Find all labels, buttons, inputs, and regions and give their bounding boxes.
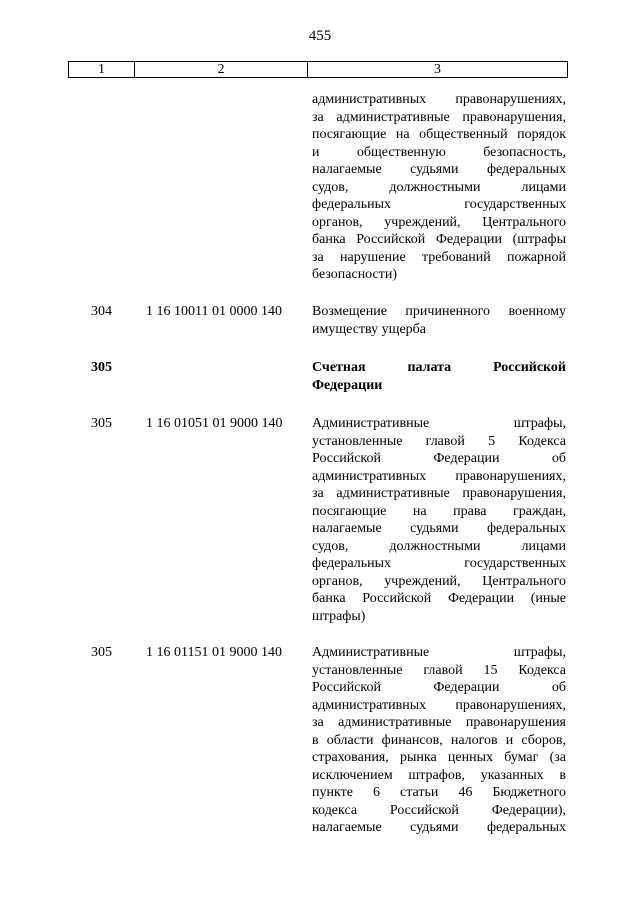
text-line: Федерации	[312, 377, 383, 393]
text-line: Административные штрафы,	[312, 645, 566, 660]
text-line: Административные штрафы,	[312, 416, 566, 431]
text-line: налагаемые судьями федеральных	[312, 521, 566, 536]
text-line: органов, учреждений, Центрального	[312, 573, 566, 589]
text-line: за административные правонарушения,	[312, 109, 566, 125]
budget-code: 1 16 01151 01 9000 140	[146, 645, 282, 660]
text-line: федеральных государственных	[312, 197, 566, 212]
page-number: 455	[308, 28, 332, 44]
budget-code: 1 16 10011 01 0000 140	[146, 304, 282, 319]
row-number: 305	[91, 360, 112, 375]
text-line: органов, учреждений, Центрального	[312, 214, 566, 230]
column-header-3: 3	[308, 62, 568, 78]
text-line: и общественную безопасность,	[312, 144, 566, 160]
row-number: 305	[91, 416, 112, 431]
text-line: Возмещение причиненного военному	[312, 304, 566, 319]
row-description	[312, 359, 566, 394]
text-line: установленные главой 5 Кодекса	[312, 433, 566, 449]
text-line: Российской Федерации об	[312, 451, 566, 466]
text-line: установленные главой 15 Кодекса	[312, 662, 566, 678]
text-line: Российской Федерации об	[312, 680, 566, 695]
text-line: посягающие на общественный порядок	[312, 127, 566, 142]
column-header-table	[68, 61, 568, 78]
text-line: страхования, рынка ценных бумаг (за	[312, 750, 566, 765]
text-line: судов, должностными лицами	[312, 538, 566, 554]
continuation-text	[312, 91, 566, 284]
text-line: имуществу ущерба	[312, 321, 426, 337]
column-header-row	[69, 62, 568, 78]
text-line: безопасности)	[312, 267, 398, 282]
text-line: судов, должностными лицами	[312, 179, 566, 195]
text-line: за нарушение требований пожарной	[312, 249, 566, 265]
text-line: налагаемые судьями федеральных	[312, 162, 566, 177]
row-description	[312, 415, 566, 625]
text-line: посягающие на права граждан,	[312, 503, 566, 519]
text-line: федеральных государственных	[312, 556, 566, 571]
text-line: исключением штрафов, указанных в	[312, 767, 566, 783]
column-header-1: 1	[69, 62, 135, 78]
text-line: административных правонарушениях,	[312, 468, 566, 484]
row-description	[312, 644, 566, 837]
text-line: кодекса Российской Федерации),	[312, 802, 566, 818]
text-line: за административные правонарушения,	[312, 486, 566, 501]
text-line: в области финансов, налогов и сборов,	[312, 732, 566, 748]
row-number: 304	[91, 304, 112, 319]
text-line: пункте 6 статьи 46 Бюджетного	[312, 785, 566, 800]
text-line: административных правонарушениях,	[312, 697, 566, 713]
row-description	[312, 303, 566, 338]
budget-code: 1 16 01051 01 9000 140	[146, 416, 283, 431]
text-line: налагаемые судьями федеральных	[312, 820, 566, 835]
text-line: банка Российской Федерации (иные	[312, 591, 566, 606]
text-line: штрафы)	[312, 608, 366, 624]
column-header-2: 2	[135, 62, 308, 78]
text-line: административных правонарушениях,	[312, 92, 566, 107]
row-number: 305	[91, 645, 112, 660]
text-line: Счетная палата Российской	[312, 360, 566, 375]
text-line: за административные правонарушения	[312, 715, 566, 730]
text-line: банка Российской Федерации (штрафы	[312, 232, 566, 247]
